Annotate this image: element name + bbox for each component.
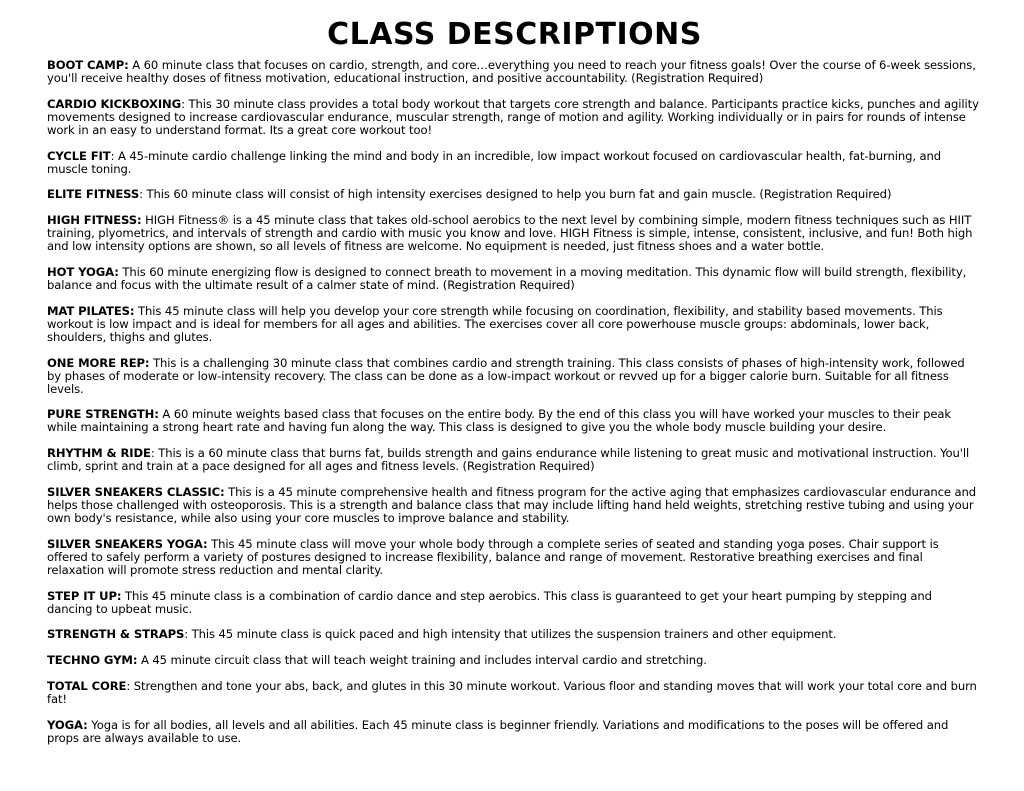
class-description: This 45 minute class will move your whole body through a complete series of seated and standing yoga poses. Chair support is offered to safely perform a variety of postures designed to increase flexibility, balance and range of movement. Restorative breathing exercises and final relaxation will promote stress reduction and mental clarity. bbox=[47, 536, 939, 577]
class-description: : This 60 minute class will consist of high intensity exercises designed to help you burn fat and gain muscle. (Registration Required) bbox=[139, 187, 892, 202]
class-name: CYCLE FIT bbox=[47, 148, 111, 163]
class-name: TOTAL CORE bbox=[47, 678, 127, 693]
class-name: ELITE FITNESS bbox=[47, 187, 140, 202]
class-name: TECHNO GYM: bbox=[47, 653, 138, 668]
class-description: This is a challenging 30 minute class that combines cardio and strength training. This class consists of phases of high-intensity work, followed by phases of moderate or low-intensity recovery. The class can be done as a low-impact workout or revved up for a bigger calorie burn. Suitable for all fitness levels. bbox=[47, 355, 965, 396]
class-list bbox=[47, 59, 980, 745]
class-name: PURE STRENGTH: bbox=[47, 407, 159, 422]
class-description: This is a 45 minute comprehensive health and fitness program for the active aging that emphasizes cardiovascular endurance and helps those challenged with osteoporosis. This is a strength and balance class that may include lifting hand held weights, stretching restive tubing and using your own body's resistance, while also using your core muscles to improve balance and stability. bbox=[47, 484, 977, 525]
class-entry-techno-gym bbox=[47, 654, 980, 667]
document-page bbox=[47, 16, 980, 758]
class-entry-high-fitness bbox=[47, 214, 980, 253]
class-entry-elite-fitness bbox=[47, 188, 980, 201]
class-description: This 45 minute class is a combination of cardio dance and step aerobics. This class is guaranteed to get your heart pumping by stepping and dancing to upbeat music. bbox=[47, 588, 932, 616]
class-name: CARDIO KICKBOXING bbox=[47, 96, 182, 111]
class-name: RHYTHM & RIDE bbox=[47, 446, 151, 461]
class-name: STEP IT UP: bbox=[47, 588, 122, 603]
class-entry-yoga bbox=[47, 719, 980, 745]
class-description: HIGH Fitness® is a 45 minute class that takes old-school aerobics to the next level by combining simple, modern fitness techniques such as HIIT training, plyometrics, and intervals of strength and cardio with music you know and love. HIGH Fitness is simple, intense, consistent, inclusive, and fun! Both high and low intensity options are shown, so all levels of fitness are welcome. No equipment is needed, just fitness shoes and a water bottle. bbox=[47, 213, 973, 254]
class-entry-total-core bbox=[47, 680, 980, 706]
class-description: Yoga is for all bodies, all levels and all abilities. Each 45 minute class is beginner friendly. Variations and modifications to the poses will be offered and props are always available to use. bbox=[47, 717, 949, 745]
class-entry-pure-strength bbox=[47, 408, 980, 434]
class-description: This 60 minute energizing flow is designed to connect breath to movement in a moving meditation. This dynamic flow will build strength, flexibility, balance and focus with the ultimate result of a calmer state of mind. (Registration Required) bbox=[47, 264, 967, 292]
page-title: CLASS DESCRIPTIONS bbox=[327, 17, 702, 52]
class-description: This 45 minute class will help you develop your core strength while focusing on coordination, flexibility, and stability based movements. This workout is low impact and is ideal for members for all ages and abilities. The exercises cover all core powerhouse muscle groups: abdominals, lower back, shoulders, thighs and glutes. bbox=[47, 303, 943, 344]
class-entry-boot-camp bbox=[47, 59, 980, 85]
class-name: SILVER SNEAKERS YOGA: bbox=[47, 536, 208, 551]
class-name: SILVER SNEAKERS CLASSIC: bbox=[47, 484, 225, 499]
class-entry-strength-straps bbox=[47, 628, 980, 641]
class-description: A 60 minute class that focuses on cardio, strength, and core…everything you need to reach your fitness goals! Over the course of 6-week sessions, you'll receive healthy doses of fitness motivation, educational instruction, and positive accountability. (Registration Required) bbox=[47, 58, 976, 85]
class-name: YOGA: bbox=[47, 717, 88, 732]
class-name: HOT YOGA: bbox=[47, 264, 119, 279]
class-entry-mat-pilates bbox=[47, 305, 980, 344]
class-entry-silver-sneakers-classic bbox=[47, 486, 980, 525]
class-description: : This 30 minute class provides a total body workout that targets core strength and balance. Participants practice kicks, punches and agility movements designed to increase cardiovascular endurance, muscular strength, range of motion and agility. Working individually or in pairs for rounds of intense work in an easy to understand format. Its a great core workout too! bbox=[47, 96, 979, 137]
class-description: A 60 minute weights based class that focuses on the entire body. By the end of this class you will have worked your muscles to their peak while maintaining a strong heart rate and having fun along the way. This class is designed to give you the whole body muscle building your desire. bbox=[47, 407, 951, 435]
class-name: STRENGTH & STRAPS bbox=[47, 627, 185, 642]
class-name: ONE MORE REP: bbox=[47, 355, 150, 370]
class-name: HIGH FITNESS: bbox=[47, 213, 142, 228]
class-description: : Strengthen and tone your abs, back, and glutes in this 30 minute workout. Various floor and standing moves that will work your total core and burn fat! bbox=[47, 678, 977, 706]
class-name: MAT PILATES: bbox=[47, 303, 135, 318]
class-name: BOOT CAMP: bbox=[47, 58, 129, 72]
class-description: A 45 minute circuit class that will teach weight training and includes interval cardio and stretching. bbox=[137, 653, 707, 668]
class-entry-cardio-kickboxing bbox=[47, 98, 980, 137]
class-entry-silver-sneakers-yoga bbox=[47, 538, 980, 577]
class-description: : A 45-minute cardio challenge linking the mind and body in an incredible, low impact workout focused on cardiovascular health, fat-burning, and muscle toning. bbox=[47, 148, 942, 176]
class-entry-step-it-up bbox=[47, 590, 980, 616]
class-description: : This 45 minute class is quick paced and high intensity that utilizes the suspension trainers and other equipment. bbox=[184, 627, 837, 642]
class-entry-hot-yoga bbox=[47, 266, 980, 292]
class-entry-cycle-fit bbox=[47, 150, 980, 176]
class-description: : This is a 60 minute class that burns fat, builds strength and gains endurance while listening to great music and motivational instruction. You'll climb, sprint and train at a pace designed for all ages and fitness levels. (Registration Required) bbox=[47, 446, 970, 474]
class-entry-one-more-rep bbox=[47, 357, 980, 396]
class-entry-rhythm-ride bbox=[47, 447, 980, 473]
